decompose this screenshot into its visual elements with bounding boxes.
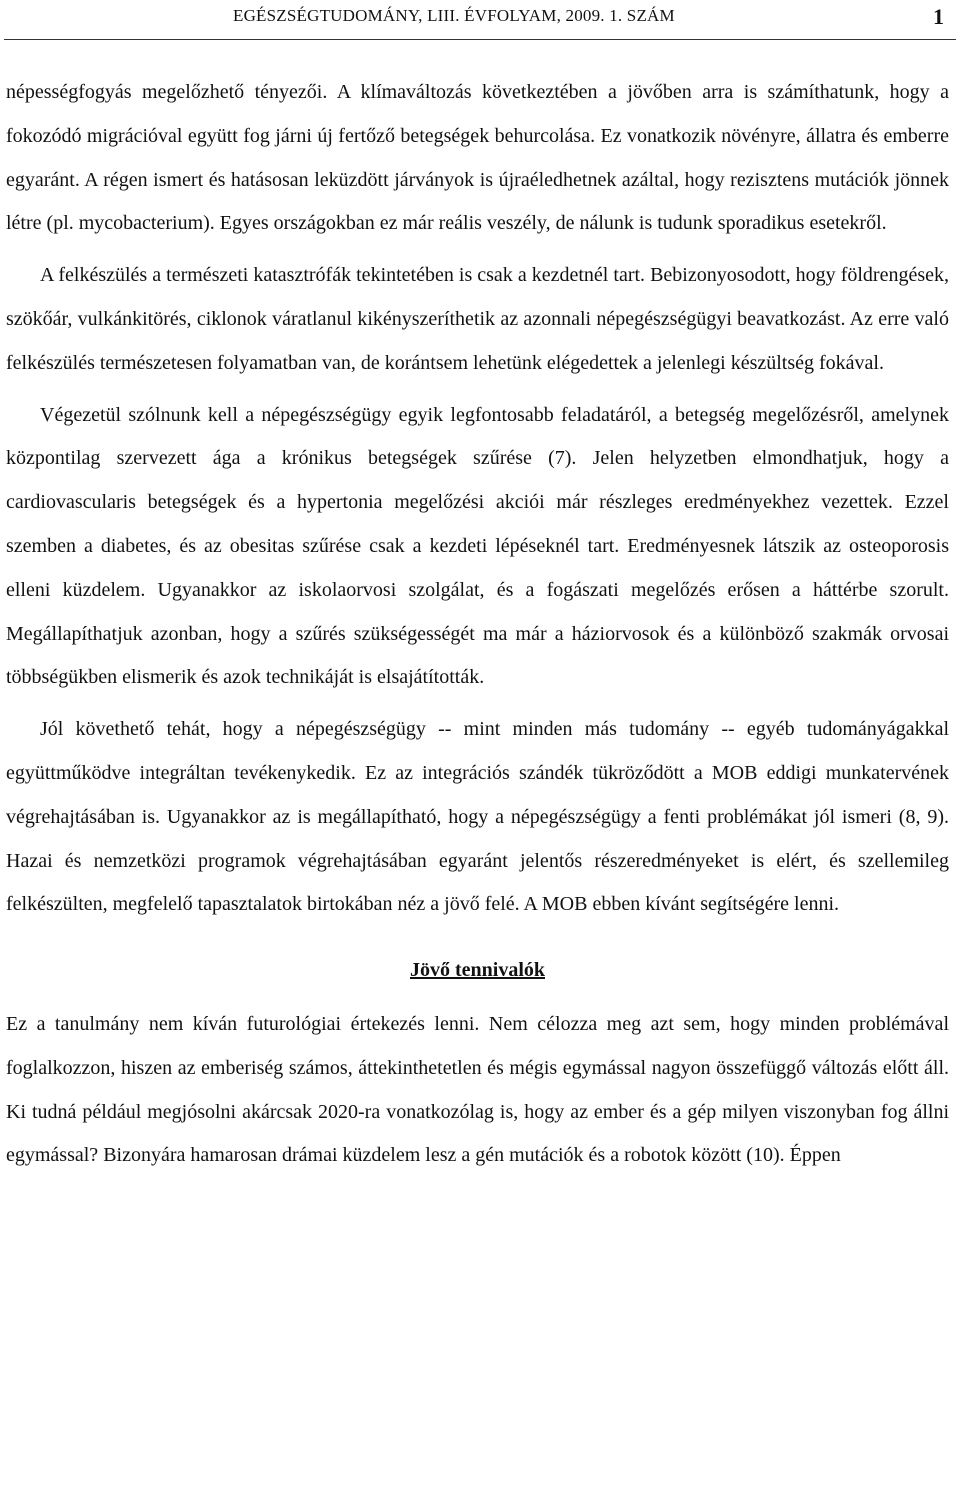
article-body xyxy=(6,71,949,1178)
section-paragraph: Ez a tanulmány nem kíván futurológiai értekezés lenni. Nem célozza meg azt sem, hogy minden problémával foglalkozzon, hiszen az emberiség számos, áttekinthetetlen és mégis egymással nagyon összefüggő változás előtt áll. Ki tudná például megjósolni akárcsak 2020-ra vonatkozólag is, hogy az ember és a gép milyen viszonyban fog állni egymással? Bizonyára hamarosan drámai küzdelem lesz a gén mutációk és a robotok között (10). Éppen xyxy=(6,1012,949,1167)
paragraph-1: népességfogyás megelőzhető tényezői. A klímaváltozás következtében a jövőben arra is számíthatunk, hogy a fokozódó migrációval együtt fog járni új fertőző betegségek behurcolása. Ez vonatkozik növényre, állatra és emberre egyaránt. A régen ismert és hatásosan leküzdött járványok is újraéledhetnek azáltal, hogy rezisztens mutációk jönnek létre (pl. mycobacterium). Egyes országokban ez már reális veszély, de nálunk is tudunk sporadikus esetekről. xyxy=(6,81,949,235)
running-header xyxy=(0,0,960,40)
section-heading: Jövő tennivalók xyxy=(409,959,546,982)
paragraph-2: A felkészülés a természeti katasztrófák tekintetében is csak a kezdetnél tart. Bebizonyosodott, hogy földrengések, szökőár, vulkánkitörés, ciklonok váratlanul kikényszeríthetik az azonnali népegészségügyi beavatkozást. Az erre való felkészülés természetesen folyamatban van, de korántsem lehetünk elégedettek a jelenlegi készültség fokával. xyxy=(6,264,949,374)
header-rule xyxy=(4,39,956,40)
page-number: 1 xyxy=(933,4,944,29)
paragraph-4: Jól követhető tehát, hogy a népegészségügy -- mint minden más tudomány -- egyéb tudományágakkal együttműködve integráltan tevékenykedik. Ez az integrációs szándék tükröződött a MOB eddigi munkatervének végrehajtásában is. Ugyanakkor az is megállapítható, hogy a népegészségügy a fenti problémákat jól ismeri (8, 9). Hazai és nemzetközi programok végrehajtásában egyaránt jelentős részeredményeket is elért, és szellemileg felkészülten, megfelelő tapasztalatok birtokában néz a jövő felé. A MOB ebben kívánt segítségére lenni. xyxy=(6,718,949,916)
running-title: EGÉSZSÉGTUDOMÁNY, LIII. ÉVFOLYAM, 2009. 1. SZÁM xyxy=(233,6,675,25)
paragraph-3: Végezetül szólnunk kell a népegészségügy egyik legfontosabb feladatáról, a betegség megelőzésről, amelynek központilag szervezett ága a krónikus betegségek szűrése (7). Jelen helyzetben elmondhatjuk, hogy a cardiovascularis betegségek és a hypertonia megelőzési akciói már részleges eredményekhez vezettek. Ezzel szemben a diabetes, és az obesitas szűrése csak a kezdeti lépéseknél tart. Eredményesnek látszik az osteoporosis elleni küzdelem. Ugyanakkor az iskolaorvosi szolgálat, és a fogászati megelőzés erősen a háttérbe szorult. Megállapíthatjuk azonban, hogy a szűrés szükségességét ma már a háziorvosok és a különböző szakmák orvosai többségükben elismerik és azok technikáját is elsajátították. xyxy=(6,403,949,689)
